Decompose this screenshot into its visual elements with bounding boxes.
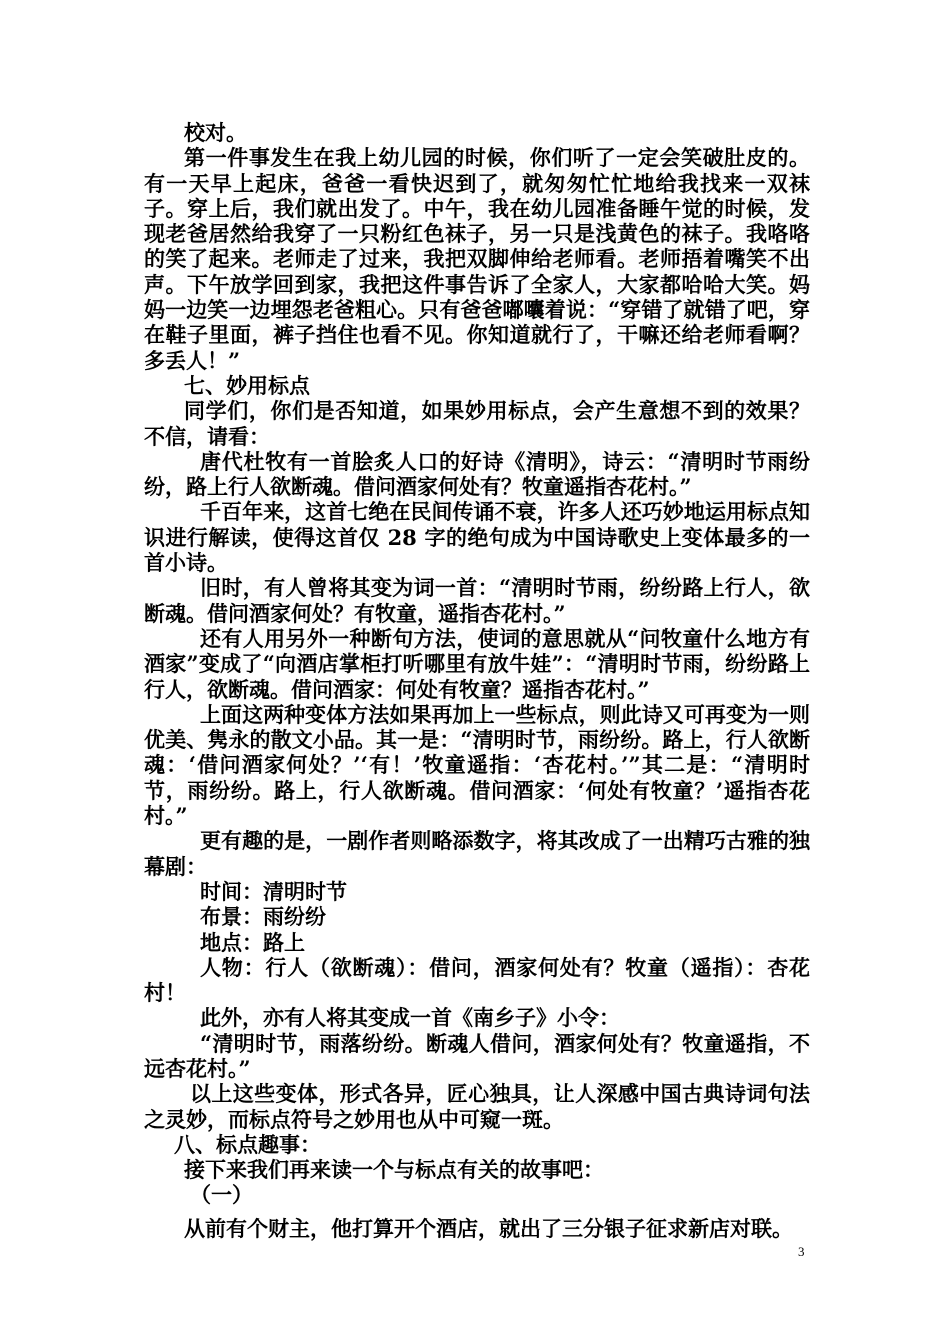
paragraph-story-intro: 接下来我们再来读一个与标点有关的故事吧：: [184, 1157, 604, 1183]
section-heading-7: 七、妙用标点: [184, 372, 310, 398]
paragraph-rich-man-story: 从前有个财主，他打算开个酒店，就出了三分银子征求新店对联。: [184, 1215, 793, 1241]
paragraph-jiaodui: 校对。: [184, 120, 247, 145]
paragraph-ci-variant: 旧时，有人曾将其变为词一首：“清明时节雨，纷纷路上行人，欲断魂。借问酒家何处？有牧童，遥指杏花村。”: [144, 575, 810, 626]
paragraph-qingming-poem: 唐代杜牧有一首脍炙人口的好诗《清明》，诗云：“清明时节雨纷纷，路上行人欲断魂。借问酒家何处有？牧童遥指杏花村。”: [144, 448, 810, 500]
document-body: [144, 120, 810, 1241]
paragraph-conclusion: 以上这些变体，形式各异，匠心独具，让人深感中国古典诗词句法之灵妙，而标点符号之妙用也从中可窥一斑。: [144, 1081, 810, 1132]
paragraph-variants-history: 千百年来，这首七绝在民间传诵不衰，许多人还巧妙地运用标点知识进行解读，使得这首仅 28 字的绝句成为中国诗歌史上变体最多的一首小诗。: [144, 499, 810, 576]
paragraph-nanxiangzi-intro: 此外，亦有人将其变成一首《南乡子》小令：: [200, 1005, 620, 1031]
play-line-place: 地点：路上: [200, 929, 305, 955]
paragraph-prose-variants: 上面这两种变体方法如果再加上一些标点，则此诗又可再变为一则优美、隽永的散文小品。其一是：“清明时节，雨纷纷。路上，行人欲断魂：‘借问酒家何处？’‘有！’牧童遥指：‘杏花村。’”其二是：“清明时节，雨纷纷。路上，行人欲断魂。借问酒家：‘何处有牧童？’遥指杏花村。”: [144, 701, 810, 829]
paragraph-nanxiangzi: “清明时节，雨落纷纷。断魂人借问，酒家何处有？牧童遥指，不远杏花村。”: [144, 1030, 810, 1081]
subsection-heading-1: （一）: [190, 1182, 253, 1208]
section-heading-8: 八、标点趣事：: [174, 1131, 321, 1157]
paragraph-socks-story: 第一件事发生在我上幼儿园的时候，你们听了一定会笑破肚皮的。有一天早上起床，爸爸一看快迟到了，就匆匆忙忙地给我找来一双袜子。穿上后，我们就出发了。中午，我在幼儿园准备睡午觉的时候，发现老爸居然给我穿了一只粉红色袜子，另一只是浅黄色的袜子。我咯咯的笑了起来。老师走了过来，我把双脚伸给老师看。老师捂着嘴笑不出声。下午放学回到家，我把这件事告诉了全家人，大家都哈哈大笑。妈妈一边笑一边埋怨老爸粗心。只有爸爸嘟囔着说：“穿错了就错了吧，穿在鞋子里面，裤子挡住也看不见。你知道就行了，干嘛还给老师看啊？多丢人！”: [144, 145, 810, 373]
page-number: 3: [798, 1244, 805, 1259]
paragraph-alt-punctuation: 还有人用另外一种断句方法，使词的意思就从“问牧童什么地方有酒家”变成了“向酒店掌柜打听哪里有放牛娃”：“清明时节雨，纷纷路上行人，欲断魂。借问酒家：何处有牧童？遥指杏花村。”: [144, 625, 810, 702]
paragraph-intro-question: 同学们，你们是否知道，如果妙用标点，会产生意想不到的效果？不信，请看：: [144, 398, 810, 449]
play-line-scenery: 布景：雨纷纷: [200, 904, 326, 930]
paragraph-play-intro: 更有趣的是，一剧作者则略添数字，将其改成了一出精巧古雅的独幕剧：: [144, 828, 810, 879]
play-line-time: 时间：清明时节: [200, 878, 347, 904]
play-line-characters: 人物：行人（欲断魂）：借问，酒家何处有？牧童（遥指）：杏花村！: [144, 954, 810, 1006]
